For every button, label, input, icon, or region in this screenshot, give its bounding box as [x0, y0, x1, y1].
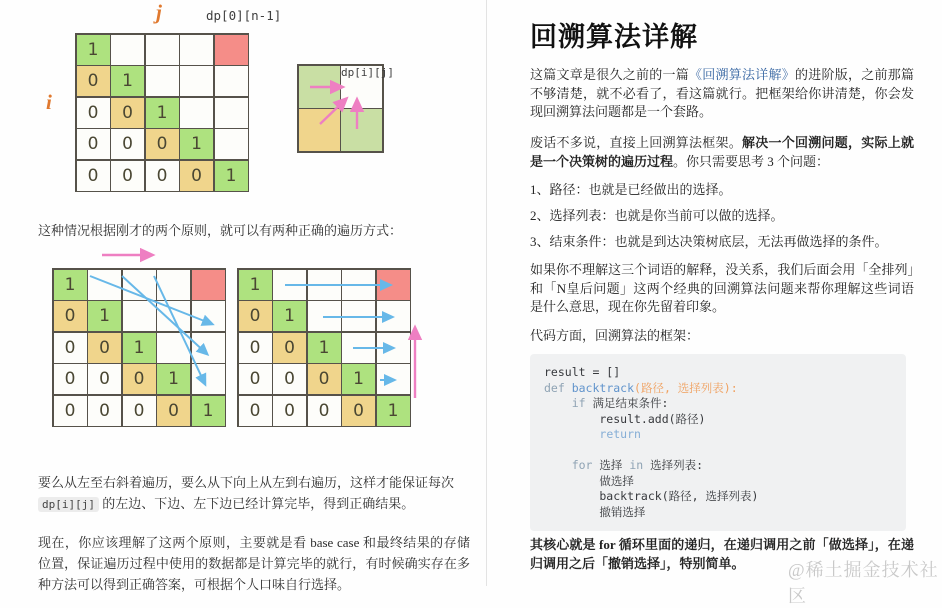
grid-cell: 1 — [215, 161, 248, 191]
list-item-end-condition: 3、结束条件：也就是到达决策树底层，无法再做选择的条件。 — [530, 234, 888, 249]
grid-cell: 1 — [123, 333, 156, 363]
code-line: result = [] — [544, 365, 621, 379]
dp-cell-label: dp[i][j] — [341, 66, 394, 79]
grid-cell: 0 — [111, 98, 144, 128]
grid-cell: 1 — [111, 66, 144, 96]
paragraph-intro — [530, 66, 914, 122]
grid-cell: 0 — [273, 333, 306, 363]
grid-cell: 1 — [157, 364, 190, 394]
grid-cell: 0 — [273, 396, 306, 426]
grid-cell — [215, 129, 248, 159]
intro-text: 的进阶版，之前那篇不够清楚，就不必看了，看这篇就行。把框架给你讲清楚，你会发现回溯算法问题都是一个套路。 — [530, 67, 914, 119]
grid-cell: 1 — [180, 129, 213, 159]
code-line: def backtrack(路径, 选择列表): — [544, 380, 738, 395]
axis-label-i: i — [46, 90, 52, 114]
code-line: backtrack(路径, 选择列表) — [544, 489, 759, 503]
grid-cell: 0 — [77, 98, 110, 128]
paragraph-line: 要么从左至右斜着遍历，要么从下向上从左到右遍历，这样才能保证每次 — [38, 475, 455, 490]
grid-cell: 0 — [54, 364, 87, 394]
code-line: 做选择 — [544, 473, 634, 488]
grid-cell: 0 — [239, 396, 272, 426]
bottom-up-direction-arrow — [406, 318, 424, 404]
grid-cell: 0 — [77, 161, 110, 191]
grid-cell: 0 — [111, 129, 144, 159]
page-title: 回溯算法详解 — [530, 22, 698, 52]
grid-cell — [215, 35, 248, 65]
grid-cell: 0 — [239, 301, 272, 331]
grid-cell: 1 — [88, 301, 121, 331]
framework-text: 废话不多说，直接上回溯算法框架。 — [530, 135, 742, 150]
grid-cell: 1 — [77, 35, 110, 65]
grid-cell: 0 — [54, 301, 87, 331]
axis-label-j: j — [156, 0, 162, 24]
grid-cell: 0 — [88, 333, 121, 363]
grid-cell — [215, 66, 248, 96]
grid-cell — [215, 98, 248, 128]
grid-cell — [180, 35, 213, 65]
paragraph-principles: 现在，你应该理解了这两个原则，主要就是看 base case 和最终结果的存储位置，保证遍历过程中使用的数据都是计算完毕的就行，有时候确实存在多种方法可以得到正确答案，可根据个人口味自行选择。 — [38, 535, 470, 592]
grid-cell — [146, 35, 179, 65]
watermark: @稀土掘金技术社区 — [788, 560, 939, 606]
dp-table-top — [75, 33, 249, 192]
grid-cell: 0 — [342, 396, 375, 426]
code-line: if 满足结束条件: — [571, 396, 669, 410]
grid-cell: 1 — [239, 270, 272, 300]
code-block-backtrack — [530, 354, 906, 531]
grid-cell: 0 — [54, 333, 87, 363]
grid-cell: 0 — [123, 396, 156, 426]
column-divider — [486, 0, 487, 586]
grid-cell: 0 — [308, 364, 341, 394]
grid-cell: 1 — [273, 301, 306, 331]
grid-cell: 0 — [157, 396, 190, 426]
grid-cell: 0 — [54, 396, 87, 426]
mini-grid-arrows — [290, 58, 400, 158]
code-line: 撤销选择 — [544, 504, 646, 519]
grid-cell: 0 — [239, 333, 272, 363]
top-direction-arrow — [100, 248, 170, 262]
grid-cell — [180, 66, 213, 96]
code-line: return — [599, 427, 641, 441]
grid-cell: 0 — [77, 66, 110, 96]
grid-cell: 0 — [111, 161, 144, 191]
grid-cell: 0 — [123, 364, 156, 394]
grid-cell: 1 — [342, 364, 375, 394]
paragraph-traversal-rule — [38, 472, 470, 515]
paragraph-line: 的左边、下边、左下边已经计算完毕，得到正确结果。 — [98, 496, 415, 511]
grid-cell: 1 — [308, 333, 341, 363]
list-item-path: 1、路径：也就是已经做出的选择。 — [530, 182, 732, 197]
grid-cell: 0 — [88, 364, 121, 394]
grid-cell: 0 — [146, 129, 179, 159]
grid-cell — [180, 98, 213, 128]
diagonal-traversal-arrows — [52, 268, 226, 427]
code-line: for 选择 in 选择列表: — [571, 458, 704, 472]
framework-text: 。你只需要思考 3 个问题： — [673, 153, 830, 169]
grid-cell: 1 — [146, 98, 179, 128]
grid-cell: 0 — [88, 396, 121, 426]
row-traversal-arrows — [237, 268, 411, 427]
intro-text: 这篇文章是很久之前的一篇 — [530, 67, 689, 82]
grid-cell — [111, 35, 144, 65]
code-line: result.add(路径) — [544, 411, 706, 426]
grid-cell: 0 — [180, 161, 213, 191]
grid-cell: 1 — [377, 396, 410, 426]
grid-cell: 1 — [192, 396, 225, 426]
grid-cell: 0 — [308, 396, 341, 426]
dp-top-right-label: dp[0][n-1] — [206, 8, 282, 23]
list-item-choices: 2、选择列表：也就是你当前可以做的选择。 — [530, 208, 784, 223]
grid-cell — [146, 66, 179, 96]
grid-cell: 0 — [77, 129, 110, 159]
caption-traversal: 这种情况根据刚才的两个原则，就可以有两种正确的遍历方式： — [38, 223, 403, 238]
paragraph-code-intro: 代码方面，回溯算法的框架： — [530, 328, 700, 343]
paragraph-core-summary: 其核心就是 for 循环里面的递归，在递归调用之前「做选择」，在递归调用之后「撤销选择」，特别简单。 — [530, 537, 914, 571]
paragraph-framework — [530, 134, 914, 171]
article-link[interactable]: 《回溯算法详解》 — [688, 67, 795, 82]
grid-cell: 1 — [54, 270, 87, 300]
inline-code-dpij: dp[i][j] — [38, 497, 99, 512]
grid-cell: 0 — [273, 364, 306, 394]
framework-bold-text: 解决一个回溯问题，实际上就是一个决策树的遍历过程 — [530, 135, 914, 169]
paragraph-terms: 如果你不理解这三个词语的解释，没关系，我们后面会用「全排列」和「N皇后问题」这两个经典的回溯算法问题来帮你理解这些词语是什么意思，现在你先留着印象。 — [530, 262, 914, 314]
grid-cell: 0 — [239, 364, 272, 394]
grid-cell: 0 — [146, 161, 179, 191]
code-line — [544, 443, 892, 459]
